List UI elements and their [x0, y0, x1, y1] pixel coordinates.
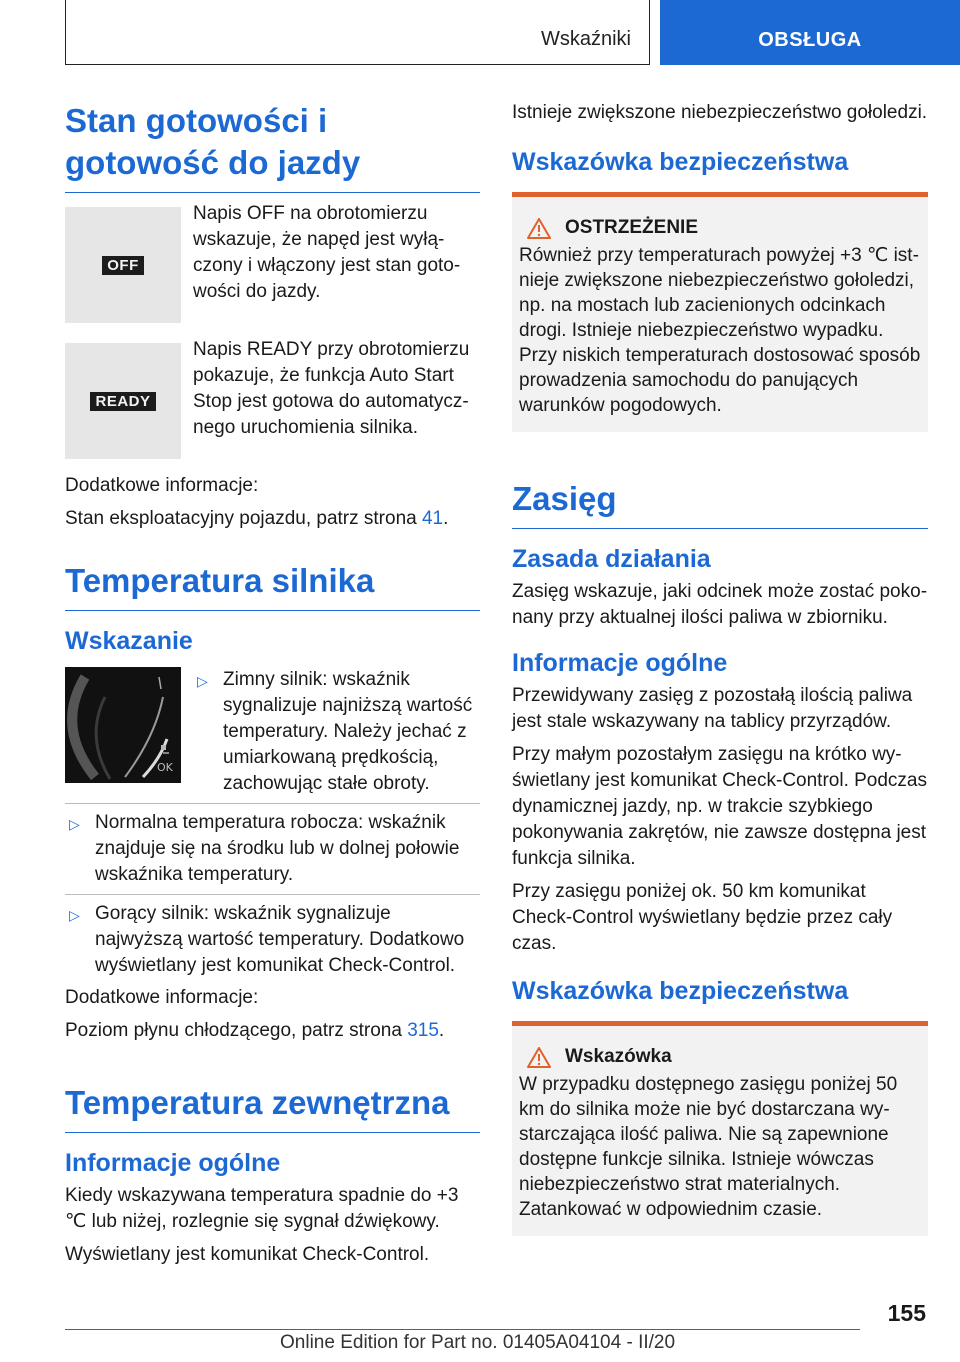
- heading-readiness: Stan gotowości i gotowość do jazdy: [65, 100, 480, 193]
- off-description: Napis OFF na obrotomierzu wskazuje, że napęd jest wyłączony i włączony jest stan gotowości do jazdy.: [193, 203, 461, 302]
- right-column: [512, 100, 928, 1236]
- reference-end: .: [443, 508, 449, 529]
- list-item-text: Zimny silnik: wskaźnik sygnalizuje najniższą wartość temperatury. Należy jechać z umiarkowaną prędkością, zachowując stałe obroty.: [223, 669, 473, 794]
- outside-temp-paragraph: Kiedy wskazywana temperatura spadnie do +3 ℃ lub niżej, rozlegnie się sygnał dźwiękowy.: [65, 1185, 459, 1232]
- divider: [65, 803, 480, 804]
- page-number: 155: [887, 1300, 926, 1326]
- off-indicator-image: [65, 207, 181, 323]
- list-item: [65, 810, 480, 888]
- divider: [65, 894, 480, 895]
- list-item: [193, 667, 480, 797]
- footer-divider: [65, 1329, 860, 1330]
- subheading-indicator: Wskazanie: [65, 627, 193, 655]
- range-paragraph-1: Przewidywany zasięg z pozostałą ilością paliwa jest stale wskazywany na tablicy przyrządów.: [512, 685, 913, 732]
- heading-outside-temp: Temperatura zewnętrzna: [65, 1082, 480, 1133]
- page-link-315[interactable]: 315: [407, 1020, 439, 1041]
- gauge-ok-label: OK: [157, 761, 173, 774]
- warning-triangle-icon: [527, 218, 551, 239]
- notice-triangle-icon: [527, 1047, 551, 1068]
- warning-box: [512, 192, 928, 432]
- notice-box: [512, 1021, 928, 1236]
- notice-title-text: Wskazówka: [565, 1046, 672, 1067]
- header-chapter-tab: OBSŁUGA: [660, 0, 960, 65]
- figure-ready: [65, 339, 480, 459]
- reference-line: [65, 1018, 480, 1044]
- reference-text: Poziom płynu chłodzącego, patrz strona: [65, 1020, 408, 1041]
- reference-line: [65, 506, 480, 532]
- list-item-text: Gorący silnik: wskaźnik sygnalizuje najwyższą wartość temperatury. Dodatkowo wyświetlany jest komunikat Check-Control.: [95, 903, 465, 976]
- more-info-label: Dodatkowe informacje:: [65, 987, 259, 1008]
- figure-off: [65, 203, 480, 323]
- edition-text: Online Edition for Part no. 01405A04104 - II/20: [280, 1332, 676, 1353]
- warning-box-text: Również przy temperaturach powyżej +3 ℃ istnieje zwiększone niebezpieczeństwo gołoledzi, np. na mostach lub zacienionych odcinkach drogi. Istnieje niebezpieczeństwo wypadku. Przy niskich temperaturach dostosować sposób prowadzenia samochodu do panujących warunków pogodowych.: [519, 245, 921, 416]
- reference-text: Stan eksploatacyjny pojazdu, patrz strona: [65, 508, 422, 529]
- outside-temp-message: Wyświetlany jest komunikat Check-Control.: [65, 1244, 430, 1265]
- header-section-title: Wskaźniki: [540, 28, 631, 50]
- warning-box-title: [519, 217, 921, 239]
- bullet-list-1: [193, 667, 480, 797]
- range-paragraph-2: Przy małym pozostałym zasięgu na krótko wyświetlany jest komunikat Check-Control. Podczas dynamicznej jazdy, np. w trakcie szybkiego pokonywania zakrętów, nie zawsze dostępna jest funkcja silnika.: [512, 744, 928, 869]
- bullet-list-3: [65, 901, 480, 979]
- notice-box-text: W przypadku dostępnego zasięgu poniżej 50 km do silnika może nie być dostarczana wystarczająca ilość paliwa. Nie są zapewnione dostępne funkcje silnika. Istnieje wówczas niebezpieczeństwo strat materialnych. Zatankować w odpowiednim czasie.: [519, 1074, 898, 1220]
- list-item: [65, 901, 480, 979]
- safety-heading-1: Wskazówka bezpieczeństwa: [512, 148, 849, 176]
- safety-heading-2: Wskazówka bezpieczeństwa: [512, 977, 849, 1005]
- left-column: [65, 100, 480, 1275]
- gauge-figure: [65, 667, 480, 797]
- reference-end: .: [438, 1020, 445, 1041]
- header-section-box: [65, 0, 650, 65]
- triangle-bullet-icon: ▷: [69, 907, 80, 923]
- ready-badge: READY: [90, 392, 155, 411]
- subheading-range-general: Informacje ogólne: [512, 649, 728, 677]
- notice-box-title: [519, 1046, 921, 1068]
- heading-range: Zasięg: [512, 478, 928, 529]
- list-item-text: Normalna temperatura robocza: wskaźnik znajduje się na środku lub w dolnej połowie wskaźnika temperatury.: [95, 812, 460, 885]
- triangle-bullet-icon: ▷: [197, 673, 208, 689]
- subheading-general: Informacje ogólne: [65, 1149, 281, 1177]
- subheading-principle: Zasada działania: [512, 545, 711, 573]
- off-badge: OFF: [102, 256, 144, 275]
- more-info-label: Dodatkowe informacje:: [65, 475, 259, 496]
- ready-description: Napis READY przy obrotomierzu pokazuje, że funkcja Auto Start Stop jest gotowa do automatycznego uruchomienia silnika.: [193, 339, 470, 438]
- range-paragraph-3: Przy zasięgu poniżej ok. 50 km komunikat Check-Control wyświetlany będzie przez cały czas.: [512, 881, 893, 954]
- range-principle-text: Zasięg wskazuje, jaki odcinek może zostać pokonany przy aktualnej ilości paliwa w zbiorniku.: [512, 581, 928, 628]
- ready-indicator-image: [65, 343, 181, 459]
- bullet-list-2: [65, 810, 480, 888]
- ice-risk-text: Istnieje zwiększone niebezpieczeństwo gołoledzi.: [512, 102, 928, 123]
- heading-engine-temp: Temperatura silnika: [65, 560, 480, 611]
- page-link-41[interactable]: 41: [421, 508, 444, 529]
- triangle-bullet-icon: ▷: [69, 816, 80, 832]
- temperature-gauge-image: [65, 667, 181, 783]
- warning-title-text: OSTRZEŻENIE: [565, 217, 699, 238]
